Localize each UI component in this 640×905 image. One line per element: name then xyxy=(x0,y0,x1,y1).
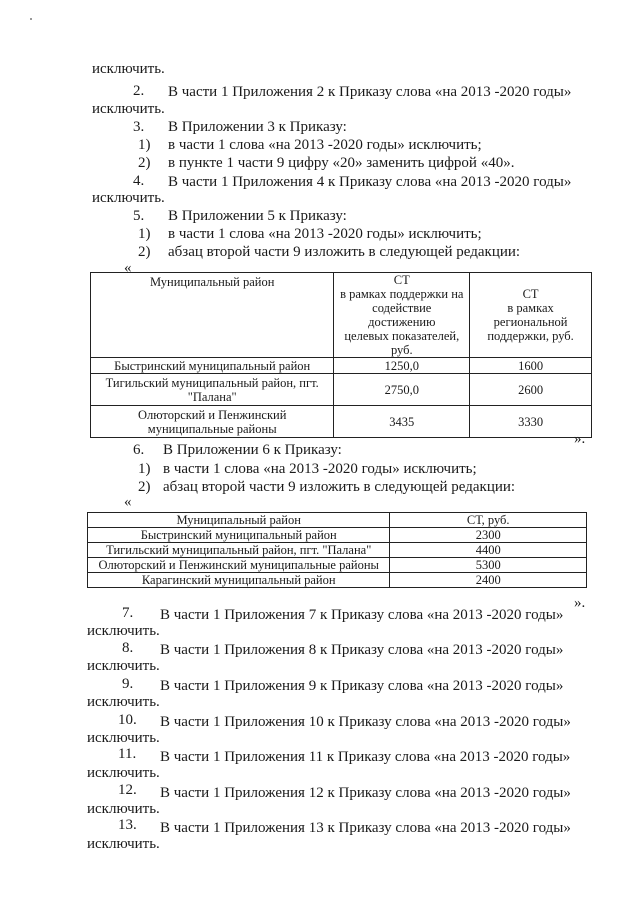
text-line: В части 1 Приложения 12 к Приказу слова «на 2013 -2020 годы» xyxy=(160,785,571,801)
text-line: исключить. xyxy=(92,190,165,206)
text-line: В части 1 Приложения 7 к Приказу слова «на 2013 -2020 годы» xyxy=(160,607,564,623)
sub-item-number: 2) xyxy=(138,479,151,495)
cell-value: 1600 xyxy=(470,358,592,374)
item-number: 4. xyxy=(133,173,145,189)
cell-district-text: Олюторский и Пенжинский муниципальные районы xyxy=(137,407,287,436)
sub-item-number: 1) xyxy=(138,226,151,242)
header-st-regional xyxy=(470,273,592,358)
cell-district: Быстринский муниципальный район xyxy=(91,358,334,374)
text-line: В части 1 Приложения 4 к Приказу слова «на 2013 -2020 годы» xyxy=(168,174,572,190)
cell-value: 1250,0 xyxy=(334,358,470,374)
text-line: В части 1 Приложения 8 к Приказу слова «на 2013 -2020 годы» xyxy=(160,642,564,658)
text-line: исключить. xyxy=(87,658,160,674)
text-line: исключить. xyxy=(87,836,160,852)
cell-value: 3330 xyxy=(470,406,592,438)
table-header-row xyxy=(91,273,592,358)
cell-district: Быстринский муниципальный район xyxy=(88,528,390,543)
cell-district: Тигильский муниципальный район, пгт. "Палана" xyxy=(88,543,390,558)
cell-value: 2750,0 xyxy=(334,374,470,406)
text-line: В Приложении 6 к Приказу: xyxy=(163,442,342,458)
item-number: 6. xyxy=(133,442,145,458)
sub-item-number: 1) xyxy=(138,137,151,153)
text-line: в части 1 слова «на 2013 -2020 годы» исключить; xyxy=(168,137,482,153)
table-header-row xyxy=(88,513,587,528)
text-line: исключить. xyxy=(92,61,165,77)
text-line: В Приложении 3 к Приказу: xyxy=(168,119,347,135)
sub-item-number: 1) xyxy=(138,461,151,477)
cell-value: 2400 xyxy=(390,573,587,588)
text-line: в части 1 слова «на 2013 -2020 годы» исключить; xyxy=(163,461,477,477)
item-number: 10. xyxy=(118,712,137,728)
item-number: 12. xyxy=(118,782,137,798)
item-number: 7. xyxy=(122,605,134,621)
cell-district xyxy=(91,374,334,406)
cell-value: 3435 xyxy=(334,406,470,438)
cell-value: 2300 xyxy=(390,528,587,543)
close-quote: ». xyxy=(574,431,586,447)
item-number: 8. xyxy=(122,640,134,656)
item-number: 11. xyxy=(118,746,137,762)
item-number: 9. xyxy=(122,676,134,692)
table-row xyxy=(88,543,587,558)
item-number: 5. xyxy=(133,208,145,224)
text-line: исключить. xyxy=(87,694,160,710)
text-line: исключить. xyxy=(87,801,160,817)
text-line: абзац второй части 9 изложить в следующей редакции: xyxy=(163,479,516,495)
sub-item-number: 2) xyxy=(138,155,151,171)
open-quote: « xyxy=(124,494,132,510)
item-number: 13. xyxy=(118,817,137,833)
table-row xyxy=(91,406,592,438)
header-st-regional-text: СТ в рамках региональной поддержки, руб. xyxy=(487,287,574,343)
table-row xyxy=(88,558,587,573)
item-number: 3. xyxy=(133,119,145,135)
table-row xyxy=(91,374,592,406)
header-st-targets xyxy=(334,273,470,358)
table-row xyxy=(88,573,587,588)
text-line: в части 1 слова «на 2013 -2020 годы» исключить; xyxy=(168,226,482,242)
table-row xyxy=(88,528,587,543)
text-line: В части 1 Приложения 2 к Приказу слова «на 2013 -2020 годы» xyxy=(168,84,572,100)
text-line: В Приложении 5 к Приказу: xyxy=(168,208,347,224)
text-line: В части 1 Приложения 9 к Приказу слова «на 2013 -2020 годы» xyxy=(160,678,564,694)
sub-item-number: 2) xyxy=(138,244,151,260)
text-line: В части 1 Приложения 13 к Приказу слова «на 2013 -2020 годы» xyxy=(160,820,571,836)
text-line: в пункте 1 части 9 цифру «20» заменить цифрой «40». xyxy=(168,155,515,171)
table-row xyxy=(91,358,592,374)
item-number: 2. xyxy=(133,83,145,99)
text-line: абзац второй части 9 изложить в следующей редакции: xyxy=(168,244,521,260)
cell-value: 2600 xyxy=(470,374,592,406)
text-line: исключить. xyxy=(87,765,160,781)
subsidy-table-appendix-5 xyxy=(90,272,592,438)
subsidy-table-appendix-6 xyxy=(87,512,587,588)
header-st-targets-text: СТ в рамках поддержки на содействие достижению целевых показателей, руб. xyxy=(340,273,464,357)
header-district: Муниципальный район xyxy=(91,273,334,358)
text-line: исключить. xyxy=(87,730,160,746)
cell-district: Карагинский муниципальный район xyxy=(88,573,390,588)
text-line: В части 1 Приложения 10 к Приказу слова «на 2013 -2020 годы» xyxy=(160,714,571,730)
open-quote: « xyxy=(124,260,132,276)
cell-district-text: Тигильский муниципальный район, пгт. "Палана" xyxy=(105,375,319,404)
cell-value: 5300 xyxy=(390,558,587,573)
cell-district: Олюторский и Пенжинский муниципальные районы xyxy=(88,558,390,573)
cell-value: 4400 xyxy=(390,543,587,558)
header-st: СТ, руб. xyxy=(390,513,587,528)
scan-speck xyxy=(30,18,32,20)
text-line: исключить. xyxy=(92,101,165,117)
text-line: исключить. xyxy=(87,623,160,639)
text-line: В части 1 Приложения 11 к Приказу слова «на 2013 -2020 годы» xyxy=(160,749,571,765)
close-quote: ». xyxy=(574,595,586,611)
cell-district xyxy=(91,406,334,438)
header-district: Муниципальный район xyxy=(88,513,390,528)
